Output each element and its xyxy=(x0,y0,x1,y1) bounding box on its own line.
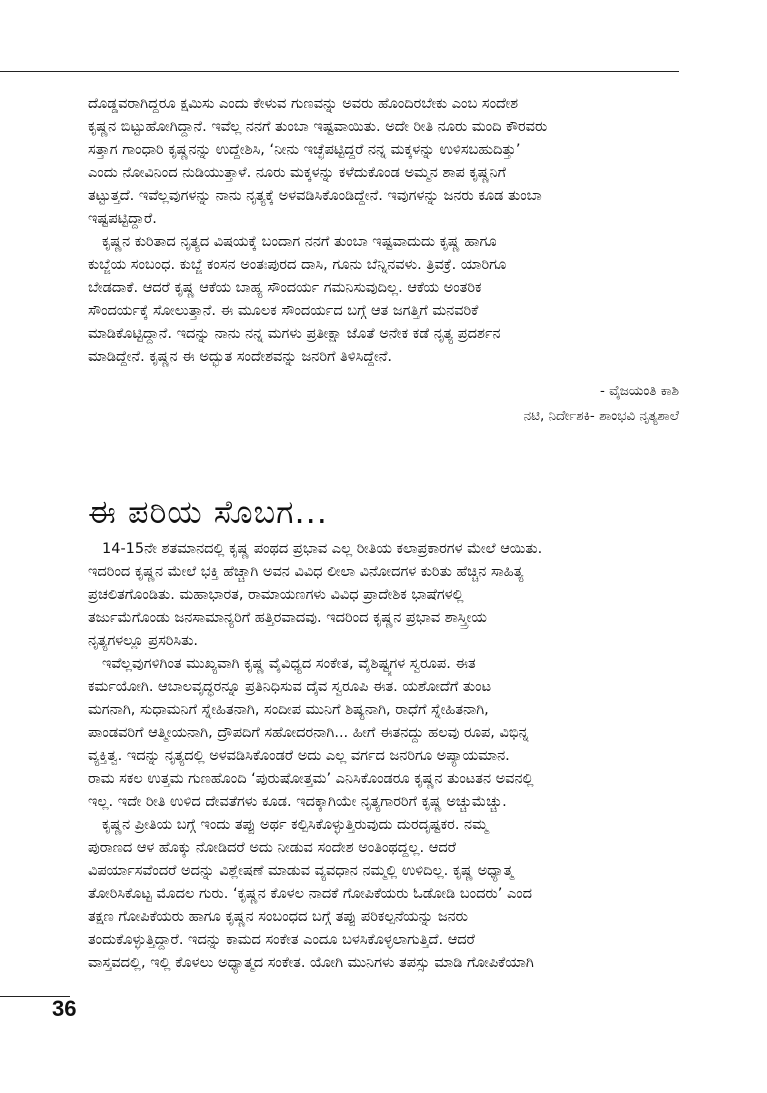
text-line: ಕೃಷ್ಣನ ಕುರಿತಾದ ನೃತ್ಯದ ವಿಷಯಕ್ಕೆ ಬಂದಾಗ ನನಗೆ ತುಂಬಾ ಇಷ್ಟವಾದುದು ಕೃಷ್ಣ ಹಾಗೂ xyxy=(102,234,497,250)
text-line: ಮಾಡಿಕೊಟ್ಟಿದ್ದಾನೆ. ಇದನ್ನು ನಾನು ನನ್ನ ಮಗಳು ಪ್ರತೀಕ್ಷಾ ಜೊತೆ ಅನೇಕ ಕಡೆ ನೃತ್ಯ ಪ್ರದರ್ಶನ xyxy=(88,326,501,342)
text-line: ದೊಡ್ಡವರಾಗಿದ್ದರೂ ಕ್ಷಮಿಸು ಎಂದು ಕೇಳುವ ಗುಣವನ್ನು ಅವರು ಹೊಂದಿರಬೇಕು ಎಂಬ ಸಂದೇಶ xyxy=(88,96,519,112)
text-line: ವಾಸ್ತವದಲ್ಲಿ, ಇಲ್ಲಿ ಕೊಳಲು ಅಧ್ಯಾತ್ಮದ ಸಂಕೇತ. ಯೋಗಿ ಮುನಿಗಳು ತಪಸ್ಸು ಮಾಡಿ ಗೋಪಿಕೆಯಾಗಿ xyxy=(88,955,534,971)
text-line: ಸತ್ತಾಗ ಗಾಂಧಾರಿ ಕೃಷ್ಣನನ್ನು ಉದ್ದೇಶಿಸಿ, ‘ನೀನು ಇಚ್ಛೆಪಟ್ಟಿದ್ದರೆ ನನ್ನ ಮಕ್ಕಳನ್ನು ಉಳಿಸಬಹುದಿತ್ತು’ xyxy=(88,142,521,158)
text-line: ಎಂದು ನೋವಿನಿಂದ ನುಡಿಯುತ್ತಾಳೆ. ನೂರು ಮಕ್ಕಳನ್ನು ಕಳೆದುಕೊಂಡ ಅಮ್ಮನ ಶಾಪ ಕೃಷ್ಣನಿಗೆ xyxy=(88,165,507,181)
section2-text xyxy=(88,538,682,975)
text-line: 14-15ನೇ ಶತಮಾನದಲ್ಲಿ ಕೃಷ್ಣ ಪಂಥದ ಪ್ರಭಾವ ಎಲ್ಲ ರೀತಿಯ ಕಲಾಪ್ರಕಾರಗಳ ಮೇಲೆ ಆಯಿತು. xyxy=(102,541,543,557)
text-line: ತಟ್ಟುತ್ತದೆ. ಇವೆಲ್ಲವುಗಳನ್ನು ನಾನು ನೃತ್ಯಕ್ಕೆ ಅಳವಡಿಸಿಕೊಂಡಿದ್ದೇನೆ. ಇವುಗಳನ್ನು ಜನರು ಕೂಡ ತುಂಬಾ xyxy=(88,188,542,204)
text-line: ಪಾಂಡವರಿಗೆ ಆತ್ಮೀಯನಾಗಿ, ದ್ರೌಪದಿಗೆ ಸಹೋದರನಾಗಿ... ಹೀಗೆ ಈತನದ್ದು ಹಲವು ರೂಪ, ವಿಭಿನ್ನ xyxy=(88,725,529,741)
text-line: ತಕ್ಷಣ ಗೋಪಿಕೆಯರು ಹಾಗೂ ಕೃಷ್ಣನ ಸಂಬಂಧದ ಬಗ್ಗೆ ತಪ್ಪು ಪರಿಕಲ್ಪನೆಯನ್ನು ಜನರು xyxy=(88,909,468,925)
top-rule xyxy=(0,71,679,72)
text-line: ವ್ಯಕ್ತಿತ್ವ. ಇದನ್ನು ನೃತ್ಯದಲ್ಲಿ ಅಳವಡಿಸಿಕೊಂಡರೆ ಅದು ಎಲ್ಲ ವರ್ಗದ ಜನರಿಗೂ ಅಪ್ಯಾಯಮಾನ. xyxy=(88,748,510,764)
signature-role: ನಟಿ, ನಿರ್ದೇಶಕಿ- ಶಾಂಭವಿ ನೃತ್ಯಶಾಲೆ xyxy=(523,408,679,424)
text-line: ರಾಮ ಸಕಲ ಉತ್ತಮ ಗುಣಹೊಂದಿ ‘ಪುರುಷೋತ್ತಮ’ ಎನಿಸಿಕೊಂಡರೂ ಕೃಷ್ಣನ ತುಂಟತನ ಅವನಲ್ಲಿ xyxy=(88,771,534,787)
paragraph-4 xyxy=(88,653,682,814)
page-number: 36 xyxy=(52,996,77,1021)
text-line: ಮಗನಾಗಿ, ಸುಧಾಮನಿಗೆ ಸ್ನೇಹಿತನಾಗಿ, ಸಂದೀಪ ಮುನಿಗೆ ಶಿಷ್ಯನಾಗಿ, ರಾಧೆಗೆ ಸ್ನೇಹಿತನಾಗಿ, xyxy=(88,702,489,718)
text-line: ತರ್ಜುಮೆಗೊಂಡು ಜನಸಾಮಾನ್ಯರಿಗೆ ಹತ್ತಿರವಾದವು. ಇದರಿಂದ ಕೃಷ್ಣನ ಪ್ರಭಾವ ಶಾಸ್ತ್ರೀಯ xyxy=(88,610,487,626)
text-line: ಇದರಿಂದ ಕೃಷ್ಣನ ಮೇಲೆ ಭಕ್ತಿ ಹೆಚ್ಚಾಗಿ ಅವನ ವಿವಿಧ ಲೀಲಾ ವಿನೋದಗಳ ಕುರಿತು ಹೆಚ್ಚಿನ ಸಾಹಿತ್ಯ xyxy=(88,564,524,580)
text-line: ತೋರಿಸಿಕೊಟ್ಟ ಮೊದಲ ಗುರು. ‘ಕೃಷ್ಣನ ಕೊಳಲ ನಾದಕೆ ಗೋಪಿಕೆಯರು ಓಡೋಡಿ ಬಂದರು’ ಎಂದ xyxy=(88,886,533,902)
text-line: ಇವೆಲ್ಲವುಗಳಿಗಿಂತ ಮುಖ್ಯವಾಗಿ ಕೃಷ್ಣ ವೈವಿಧ್ಯದ ಸಂಕೇತ, ವೈಶಿಷ್ಟ್ಯಗಳ ಸ್ವರೂಪ. ಈತ xyxy=(102,656,476,672)
text-line: ಸೌಂದರ್ಯಕ್ಕೆ ಸೋಲುತ್ತಾನೆ. ಈ ಮೂಲಕ ಸೌಂದರ್ಯದ ಬಗ್ಗೆ ಆತ ಜಗತ್ತಿಗೆ ಮನವರಿಕೆ xyxy=(88,303,479,319)
signature-name: - ವೈಜಯಂತಿ ಕಾಶಿ xyxy=(600,383,679,399)
text-line: ಪ್ರಚಲಿತಗೊಂಡಿತು. ಮಹಾಭಾರತ, ರಾಮಾಯಣಗಳು ವಿವಿಧ ಪ್ರಾದೇಶಿಕ ಭಾಷೆಗಳಲ್ಲಿ xyxy=(88,587,464,603)
text-line: ಕೃಷ್ಣನ ಬಿಟ್ಟುಹೋಗಿದ್ದಾನೆ. ಇವೆಲ್ಲ ನನಗೆ ತುಂಬಾ ಇಷ್ಟವಾಯಿತು. ಅದೇ ರೀತಿ ನೂರು ಮಂದಿ ಕೌರವರು xyxy=(88,119,548,135)
paragraph-3 xyxy=(88,538,682,653)
section-heading: ಈ ಪರಿಯ ಸೊಬಗ... xyxy=(88,493,328,532)
paragraph-1 xyxy=(88,93,682,231)
paragraph-2 xyxy=(88,231,682,369)
text-line: ಕೃಷ್ಣನ ಪ್ರೀತಿಯ ಬಗ್ಗೆ ಇಂದು ತಪ್ಪು ಅರ್ಥ ಕಲ್ಪಿಸಿಕೊಳ್ಳುತ್ತಿರುವುದು ದುರದೃಷ್ಟಕರ. ನಮ್ಮ xyxy=(102,817,488,833)
text-line: ಮಾಡಿದ್ದೇನೆ. ಕೃಷ್ಣನ ಈ ಅದ್ಭುತ ಸಂದೇಶವನ್ನು ಜನರಿಗೆ ತಿಳಿಸಿದ್ದೇನೆ. xyxy=(88,349,393,365)
text-line: ಕುಬ್ಜೆಯ ಸಂಬಂಧ. ಕುಬ್ಜೆ ಕಂಸನ ಅಂತಃಪುರದ ದಾಸಿ, ಗೂನು ಬೆನ್ನಿನವಳು. ತ್ರಿವಕ್ರೆ. ಯಾರಿಗೂ xyxy=(88,257,507,273)
text-line: ಪುರಾಣದ ಆಳ ಹೊಕ್ಕು ನೋಡಿದರೆ ಅದು ನೀಡುವ ಸಂದೇಶ ಅಂತಿಂಥದ್ದಲ್ಲ. ಆದರೆ xyxy=(88,840,456,856)
section1-text xyxy=(88,93,682,369)
text-line: ನೃತ್ಯಗಳಲ್ಲೂ ಪ್ರಸರಿಸಿತು. xyxy=(88,633,199,649)
text-line: ಬೇಡದಾಕೆ. ಆದರೆ ಕೃಷ್ಣ ಆಕೆಯ ಬಾಹ್ಯ ಸೌಂದರ್ಯ ಗಮನಿಸುವುದಿಲ್ಲ. ಆಕೆಯ ಅಂತರಿಕ xyxy=(88,280,482,296)
text-line: ತಂದುಕೊಳ್ಳುತ್ತಿದ್ದಾರೆ. ಇದನ್ನು ಕಾಮದ ಸಂಕೇತ ಎಂದೂ ಬಳಸಿಕೊಳ್ಳಲಾಗುತ್ತಿದೆ. ಆದರೆ xyxy=(88,932,475,948)
text-line: ವಿಪರ್ಯಾಸವೆಂದರೆ ಅದನ್ನು ವಿಶ್ಲೇಷಣೆ ಮಾಡುವ ವ್ಯವಧಾನ ನಮ್ಮಲ್ಲಿ ಉಳಿದಿಲ್ಲ. ಕೃಷ್ಣ ಅಧ್ಯಾತ್ಮ xyxy=(88,863,514,879)
text-line: ಕರ್ಮಯೋಗಿ. ಆಬಾಲವೃದ್ಧರನ್ನೂ ಪ್ರತಿನಿಧಿಸುವ ದೈವ ಸ್ವರೂಪಿ ಈತ. ಯಶೋದೆಗೆ ತುಂಟ xyxy=(88,679,492,695)
text-line: ಇಷ್ಟಪಟ್ಟಿದ್ದಾರೆ. xyxy=(88,211,157,227)
text-line: ಇಲ್ಲ. ಇದೇ ರೀತಿ ಉಳಿದ ದೇವತೆಗಳು ಕೂಡ. ಇದಕ್ಕಾಗಿಯೇ ನೃತ್ಯಗಾರರಿಗೆ ಕೃಷ್ಣ ಅಚ್ಚುಮೆಚ್ಚು. xyxy=(88,794,507,810)
paragraph-5 xyxy=(88,814,682,975)
